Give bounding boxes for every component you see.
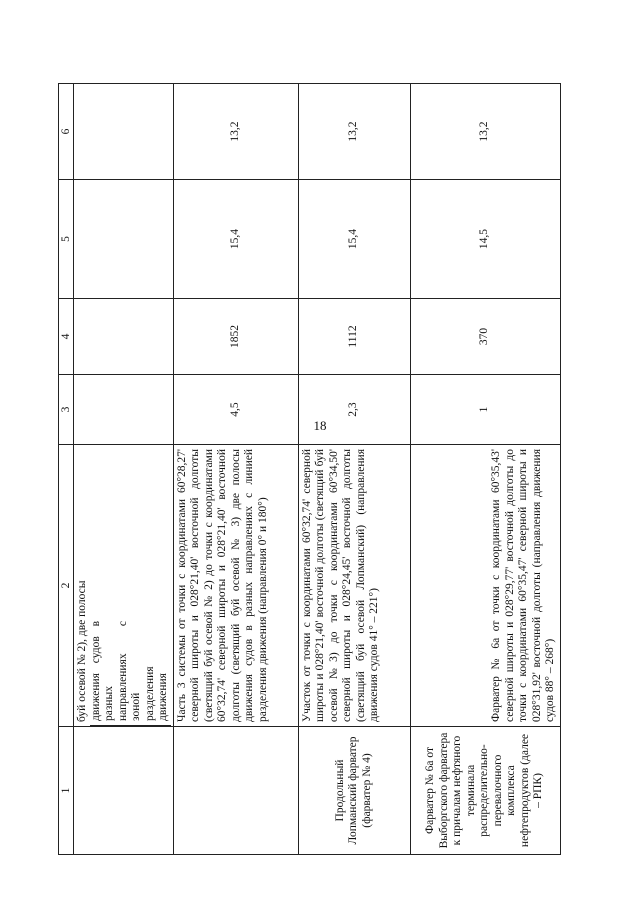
value-cell-6: 13,2 [410, 84, 560, 180]
value-cell-4: 370 [410, 299, 560, 375]
value-cell-4: 1112 [298, 299, 410, 375]
header-cell-4: 4 [59, 299, 74, 375]
fairway-name-cell: Продольный Лопманский фарватер (фарватер № 4) [298, 727, 410, 855]
fairway-name-cell [173, 727, 298, 855]
description-line: направлениях с зоной [116, 621, 142, 721]
fairway-name-cell: Фарватер № 6а от Выборгского фарватера к причалам нефтяного терминала распределительно-перевалочного комплекса нефтепродуктов (далее – РПК) [410, 727, 560, 855]
table-row [173, 84, 298, 855]
table-header-row [59, 84, 74, 855]
description-cell: Фарватер № 6а от точки с координатами 60°35,43' северной широты и 028°29,77' восточной долготы до точки с координатами 60°35,47' северной широты и 028°31,92' восточной долготы (направления движения судов 88° – 268°) [410, 445, 560, 727]
value-cell-5: 15,4 [298, 180, 410, 299]
description-cell: Участок от точки с координатами 60°32,74' северной широты и 028°21,40' восточной долготы (светящий буй осевой №3) до точки с координатами 60°34,50' северной широты и 028°24,45' восточной долготы (светящий буй осевой Лопманский) (направления движения судов 41° – 221°) [298, 445, 410, 727]
header-cell-1: 1 [59, 727, 74, 855]
table-row [74, 84, 174, 855]
fairway-table [58, 83, 561, 855]
description-line: разделения движения [143, 666, 169, 721]
value-cell-5: 15,4 [173, 180, 298, 299]
page-number: 18 [313, 418, 327, 433]
header-cell-2: 2 [59, 445, 74, 727]
value-cell-6 [74, 84, 174, 180]
description-cell [74, 445, 174, 727]
value-cell-6: 13,2 [298, 84, 410, 180]
value-cell-3: 1 [410, 375, 560, 445]
value-cell-5: 14,5 [410, 180, 560, 299]
header-cell-6: 6 [59, 84, 74, 180]
header-cell-3: 3 [59, 375, 74, 445]
value-cell-3: 2,3 [298, 375, 410, 445]
description-line: буй осевой № 2), две полосы [76, 580, 88, 722]
value-cell-3 [74, 375, 174, 445]
table-row [410, 84, 560, 855]
continued-description [76, 449, 171, 722]
value-cell-4 [74, 299, 174, 375]
description-cell: Часть 3 системы от точки с координатами 60°28,27' северной широты и 028°21,40' восточной долготы (светящий буй осевой № 2) до точки с координатами 60°32,74' северной широты и 028°21,40' восточной долготы (светящий буй осевой № 3) две полосы движения судов в разных направлениях с линией разделения движения (направления 0° и 180°) [173, 445, 298, 727]
fairway-name-cell [74, 727, 174, 855]
value-cell-4: 1852 [173, 299, 298, 375]
value-cell-6: 13,2 [173, 84, 298, 180]
header-cell-5: 5 [59, 180, 74, 299]
description-line: движения судов в разных [89, 621, 115, 721]
value-cell-3: 4,5 [173, 375, 298, 445]
value-cell-5 [74, 180, 174, 299]
table-row [298, 84, 410, 855]
